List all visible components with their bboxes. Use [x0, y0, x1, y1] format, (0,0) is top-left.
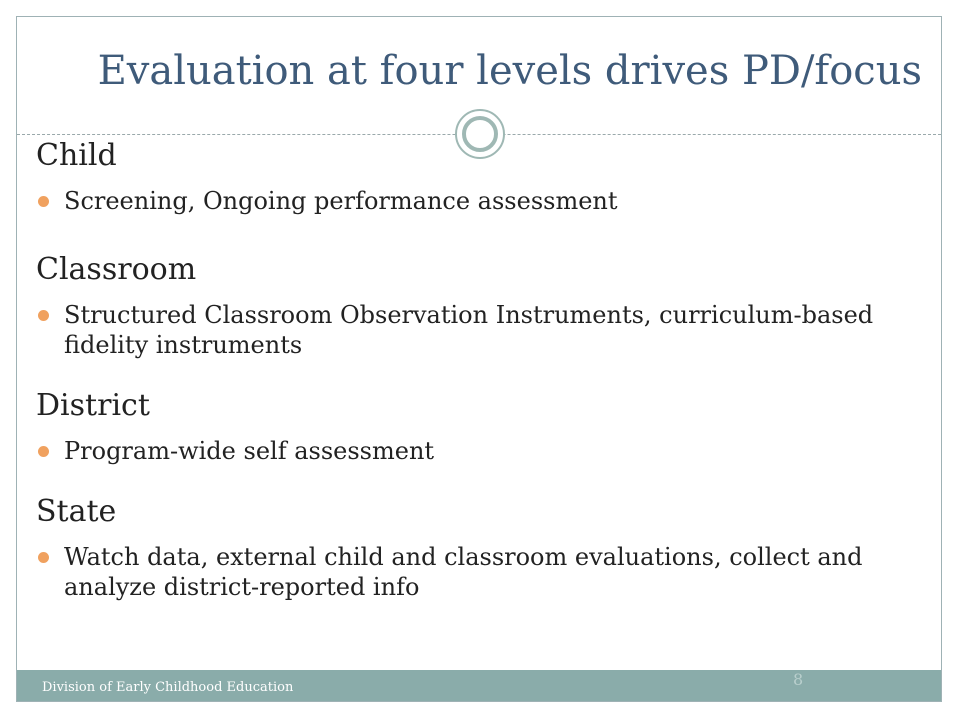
page-number: 8	[793, 670, 804, 689]
section-heading: State	[36, 494, 117, 529]
bullet-item	[36, 300, 916, 360]
bullet-dot-icon	[38, 196, 49, 207]
bullet-dot-icon	[38, 310, 49, 321]
section-heading: Classroom	[36, 252, 197, 287]
section-heading: District	[36, 388, 150, 423]
bullet-dot-icon	[38, 446, 49, 457]
bullet-text: Program-wide self assessment	[64, 437, 435, 465]
bullet-text: Watch data, external child and classroom evaluations, collect and analyze district-reported info	[64, 543, 863, 601]
bullet-item	[36, 436, 916, 466]
bullet-item	[36, 542, 916, 602]
section-heading: Child	[36, 138, 117, 173]
footer-text: Division of Early Childhood Education	[42, 680, 294, 695]
slide-content	[36, 132, 916, 602]
bullet-item	[36, 186, 916, 216]
section-classroom	[36, 250, 916, 360]
section-child	[36, 136, 916, 216]
section-state	[36, 492, 916, 602]
section-district	[36, 386, 916, 466]
slide-title: Evaluation at four levels drives PD/focus	[97, 48, 922, 94]
bullet-text: Structured Classroom Observation Instruments, curriculum-based fidelity instruments	[64, 301, 874, 359]
bullet-text: Screening, Ongoing performance assessment	[64, 187, 618, 215]
bullet-dot-icon	[38, 552, 49, 563]
